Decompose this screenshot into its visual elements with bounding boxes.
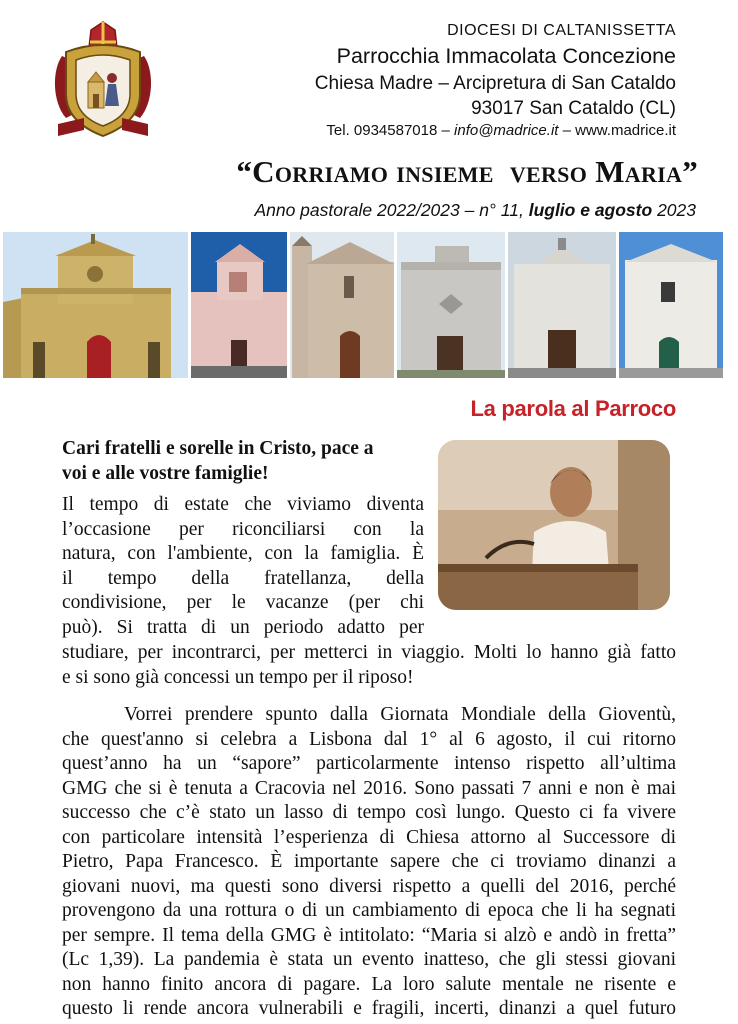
diocese-name: DIOCESI DI CALTANISSETTA <box>447 22 676 39</box>
postal-address: 93017 San Cataldo (CL) <box>471 98 676 119</box>
website-link[interactable]: – www.madrice.it <box>562 122 676 139</box>
paragraph-1: Il tempo di estate che viviamo diventa l’occasione per riconciliarsi con la natura, con l'ambiente, con la famiglia. È il tempo della fratellanza, della condivisione, per le vacanze (per chi può). Si tratta di un periodo adatto per <box>62 494 424 638</box>
greeting: Cari fratelli e sorelle in Cristo, pace a voi e alle vostre famiglie! <box>62 438 374 484</box>
parish-coat-of-arms <box>44 20 162 142</box>
contact-line <box>326 122 676 139</box>
parish-name: Parrocchia Immacolata Concezione <box>336 44 676 68</box>
church-photo-4 <box>397 232 505 378</box>
church-photo-3 <box>290 232 394 378</box>
parish-priest-photo <box>438 440 670 610</box>
section-title: La parola al Parroco <box>470 396 676 421</box>
email-link[interactable]: info@madrice.it <box>454 122 559 139</box>
church-name: Chiesa Madre – Arcipretura di San Cataldo <box>314 73 676 94</box>
paragraph-2: Vorrei prendere spunto dalla Giornata Mondiale della Gioventù, che quest'anno si celebra a Lisbona dal 1° al 6 agosto, il cui ritorno quest’anno ha un “sapore” particolarmente intenso rispetto all’ultima GMG che si è tenuta a Cracovia nel 2016. Sono passati 7 anni e non è mai successo che c’è stato un lasso di tempo così lungo. Questo ci fa vivere con particolare intensità l’esperienza di Chiesa attorno al Successore di Pietro, Papa Francesco. È importante sapere che ci troviamo dinanzi a giovani nuovi, ma questi sono diversi rispetto a quelli del 2016, perché provengono da una rottura o di un cambiamento di epoca che li ha segnati per sempre. Il tema della GMG è intitolato: “Maria si alzò e andò in fretta” (Lc 1,39). La pandemia è stata un evento inatteso, che gli stessi giovani non hanno finito ancora di pagare. La loro salute mentale ne risente e questo li rende ancora vulnerabili e fragili, incerti, dinanzi a quel futuro <box>62 704 676 1019</box>
church-photo-2 <box>191 232 287 378</box>
paragraph-1-continued: studiare, per incontrarci, per metterci in viaggio. Molti lo hanno già fatto e si sono già concessi un tempo per il riposo! <box>62 642 676 688</box>
issue-subtitle: Anno pastorale 2022/2023 – n° 11, luglio e agosto 2023 <box>254 200 696 220</box>
church-photo-1 <box>3 232 188 378</box>
newsletter-title: “Corriamo insieme verso Maria” <box>236 154 698 189</box>
church-photo-6 <box>619 232 723 378</box>
phone-number: Tel. 0934587018 – <box>326 122 450 139</box>
churches-photo-strip <box>3 232 723 378</box>
church-photo-5 <box>508 232 616 378</box>
